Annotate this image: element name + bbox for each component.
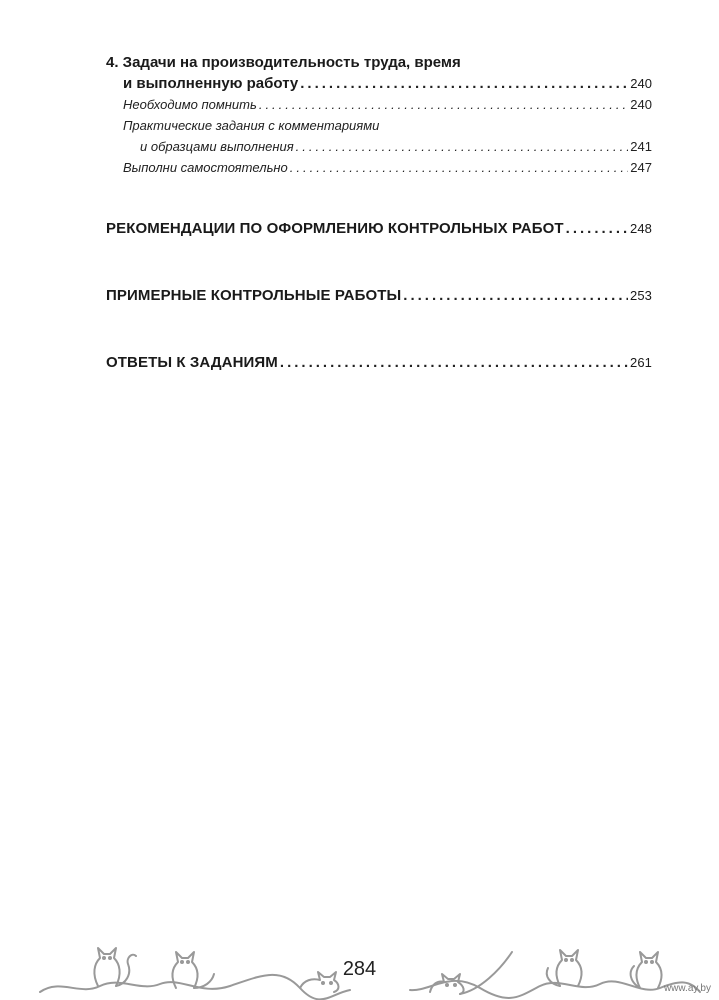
toc-entry[interactable] [106, 73, 652, 94]
toc-page-number: 253 [630, 288, 652, 303]
watermark-text: www.ay.by [663, 983, 711, 994]
toc-heading[interactable] [106, 352, 652, 374]
toc-page-number: 240 [630, 97, 652, 112]
toc-section-title: 4. Задачи на производительность труда, время [106, 54, 461, 71]
toc-heading[interactable] [106, 285, 652, 307]
toc-heading-label: ОТВЕТЫ К ЗАДАНИЯМ [106, 354, 278, 371]
toc-entry-label: Необходимо помнить [123, 97, 257, 112]
toc-page-number: 241 [630, 139, 652, 154]
toc-heading-label: ПРИМЕРНЫЕ КОНТРОЛЬНЫЕ РАБОТЫ [106, 287, 402, 304]
toc-entry-label: и образцами выполнения [140, 139, 294, 154]
leader-dots [280, 352, 628, 374]
toc-entry-label: Выполни самостоятельно [123, 160, 288, 175]
toc-entry[interactable] [106, 157, 652, 178]
toc-entry-label: Практические задания с комментариями [123, 118, 380, 133]
table-of-contents [106, 52, 652, 374]
toc-heading[interactable] [106, 218, 652, 240]
leader-dots [296, 136, 629, 157]
leader-dots [300, 73, 628, 94]
leader-dots [566, 218, 628, 240]
page-number [0, 957, 719, 981]
toc-page-number: 247 [630, 160, 652, 175]
toc-entry[interactable] [106, 136, 652, 157]
toc-entry[interactable] [106, 94, 652, 115]
toc-page-number: 248 [630, 221, 652, 236]
toc-heading-label: РЕКОМЕНДАЦИИ ПО ОФОРМЛЕНИЮ КОНТРОЛЬНЫХ РАБОТ [106, 220, 564, 237]
leader-dots [259, 94, 628, 115]
toc-page-number: 240 [630, 76, 652, 91]
page-number-text: 284 [337, 958, 382, 980]
leader-dots [290, 157, 629, 178]
leader-dots [403, 285, 628, 307]
toc-page-number: 261 [630, 355, 652, 370]
toc-entry-label: и выполненную работу [123, 75, 299, 92]
